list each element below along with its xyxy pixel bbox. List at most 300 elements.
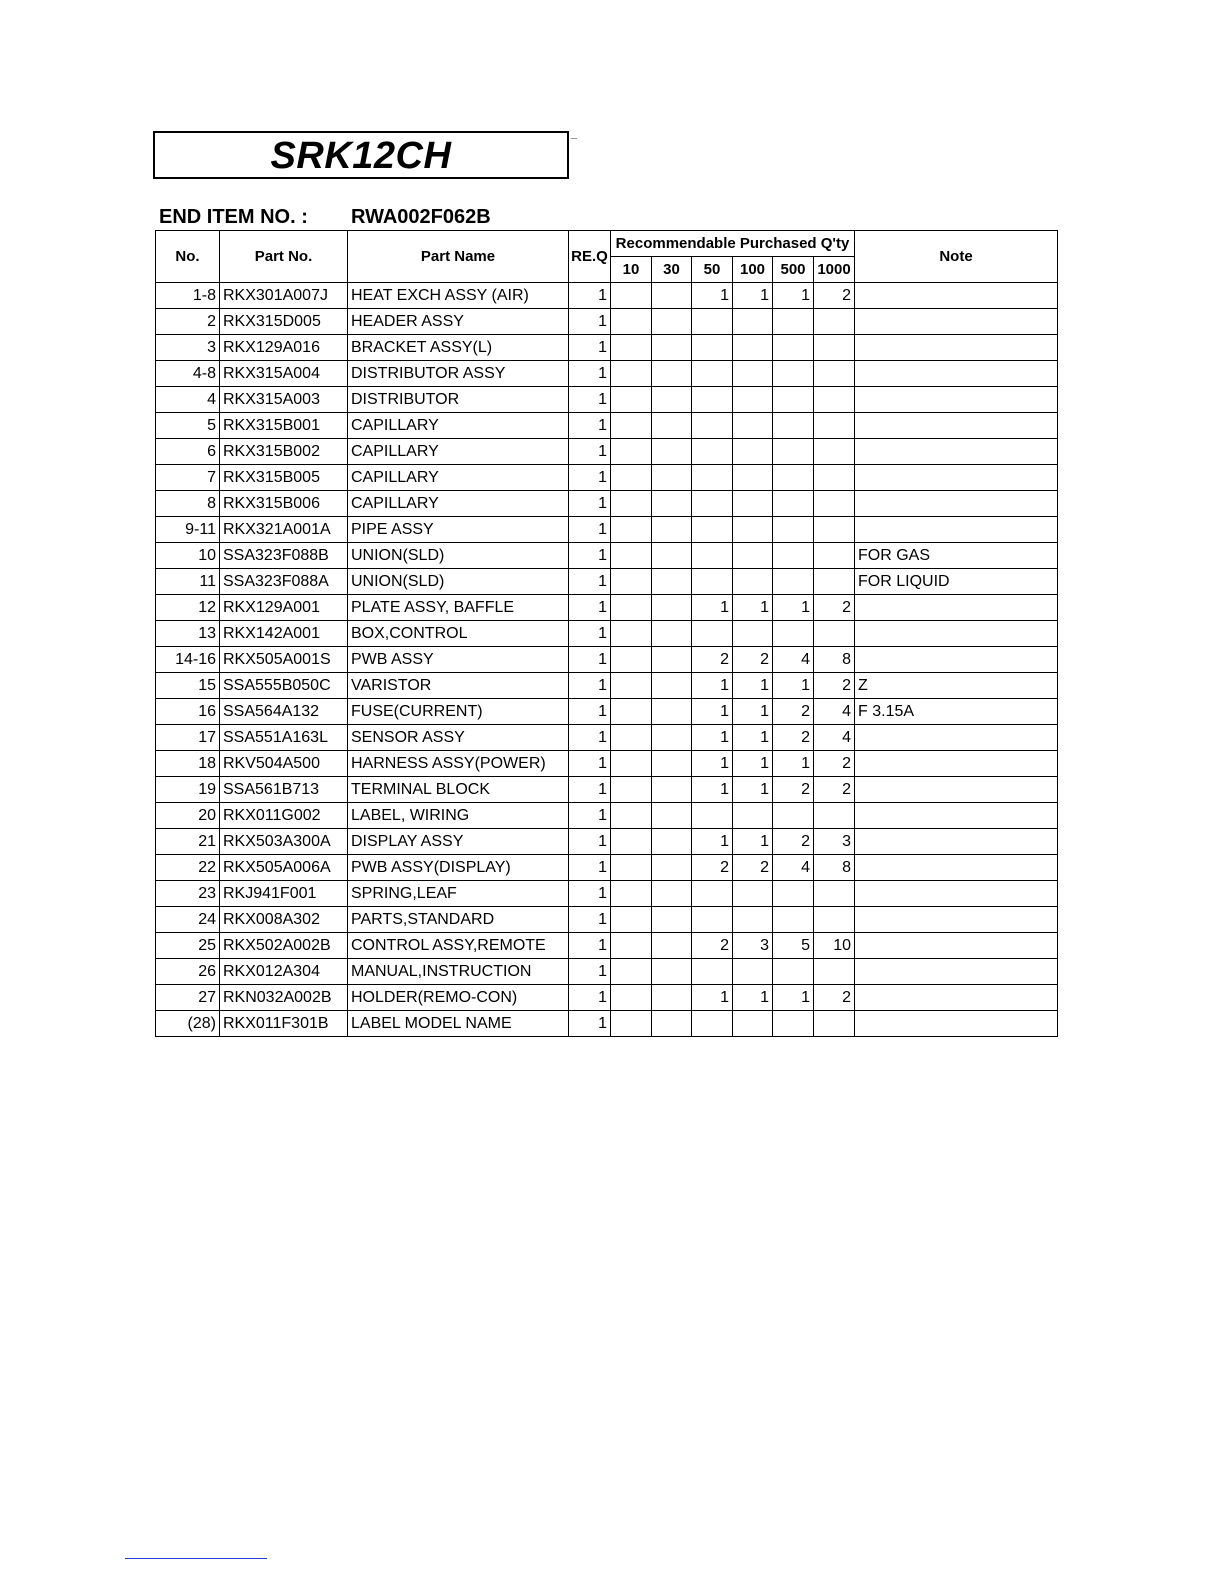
header-qty-500: 500 xyxy=(773,257,814,283)
cell-qty-500 xyxy=(773,387,814,413)
cell-qty-100: 3 xyxy=(733,933,773,959)
table-row xyxy=(156,387,1058,413)
model-title-box xyxy=(153,131,569,179)
cell-qty-1000 xyxy=(814,413,855,439)
cell-qty-10 xyxy=(611,751,652,777)
cell-part-name: CAPILLARY xyxy=(348,491,569,517)
cell-req: 1 xyxy=(569,907,611,933)
cell-qty-100: 1 xyxy=(733,673,773,699)
cell-req: 1 xyxy=(569,959,611,985)
cell-qty-50: 2 xyxy=(692,855,733,881)
cell-part-name: PARTS,STANDARD xyxy=(348,907,569,933)
cell-qty-30 xyxy=(652,855,692,881)
cell-qty-50: 1 xyxy=(692,725,733,751)
cell-qty-30 xyxy=(652,907,692,933)
cell-no: 4 xyxy=(156,387,220,413)
cell-qty-500 xyxy=(773,543,814,569)
cell-qty-10 xyxy=(611,569,652,595)
cell-note xyxy=(855,413,1058,439)
cell-qty-30 xyxy=(652,309,692,335)
cell-part-no: RKX315D005 xyxy=(220,309,348,335)
cell-qty-30 xyxy=(652,1011,692,1037)
cell-qty-500: 2 xyxy=(773,829,814,855)
cell-qty-500: 1 xyxy=(773,985,814,1011)
cell-qty-10 xyxy=(611,985,652,1011)
cell-qty-30 xyxy=(652,283,692,309)
cell-qty-10 xyxy=(611,595,652,621)
cell-qty-100 xyxy=(733,543,773,569)
cell-req: 1 xyxy=(569,491,611,517)
cell-qty-1000 xyxy=(814,907,855,933)
cell-qty-100 xyxy=(733,517,773,543)
cell-qty-500 xyxy=(773,569,814,595)
header-recommendable-qty: Recommendable Purchased Q'ty xyxy=(611,231,855,257)
cell-req: 1 xyxy=(569,829,611,855)
cell-part-name: PIPE ASSY xyxy=(348,517,569,543)
footer-rule xyxy=(125,1558,267,1559)
cell-qty-50 xyxy=(692,907,733,933)
cell-qty-50: 1 xyxy=(692,777,733,803)
cell-qty-50 xyxy=(692,335,733,361)
cell-part-no: SSA551A163L xyxy=(220,725,348,751)
cell-qty-500: 2 xyxy=(773,725,814,751)
cell-qty-100: 2 xyxy=(733,855,773,881)
parts-table-body xyxy=(156,283,1058,1037)
cell-qty-1000 xyxy=(814,803,855,829)
table-row xyxy=(156,855,1058,881)
cell-qty-10 xyxy=(611,491,652,517)
cell-qty-1000 xyxy=(814,881,855,907)
cell-qty-10 xyxy=(611,361,652,387)
cell-part-no: RKX315B002 xyxy=(220,439,348,465)
cell-qty-50: 1 xyxy=(692,699,733,725)
cell-qty-50 xyxy=(692,309,733,335)
cell-note xyxy=(855,387,1058,413)
cell-part-name: SENSOR ASSY xyxy=(348,725,569,751)
table-row xyxy=(156,647,1058,673)
cell-part-name: DISPLAY ASSY xyxy=(348,829,569,855)
cell-part-no: SSA561B713 xyxy=(220,777,348,803)
cell-no: 20 xyxy=(156,803,220,829)
cell-qty-10 xyxy=(611,803,652,829)
table-row xyxy=(156,361,1058,387)
cell-qty-500 xyxy=(773,413,814,439)
cell-req: 1 xyxy=(569,673,611,699)
cell-qty-1000: 4 xyxy=(814,725,855,751)
cell-note: FOR LIQUID xyxy=(855,569,1058,595)
table-row xyxy=(156,439,1058,465)
cell-part-name: TERMINAL BLOCK xyxy=(348,777,569,803)
cell-qty-100: 1 xyxy=(733,595,773,621)
cell-part-no: SSA323F088B xyxy=(220,543,348,569)
table-row xyxy=(156,829,1058,855)
cell-req: 1 xyxy=(569,647,611,673)
cell-no: 2 xyxy=(156,309,220,335)
cell-qty-500 xyxy=(773,959,814,985)
cell-qty-1000 xyxy=(814,439,855,465)
cell-qty-500 xyxy=(773,621,814,647)
table-row xyxy=(156,413,1058,439)
cell-note xyxy=(855,751,1058,777)
cell-qty-1000 xyxy=(814,309,855,335)
cell-qty-10 xyxy=(611,855,652,881)
cell-part-no: RKX505A001S xyxy=(220,647,348,673)
cell-qty-10 xyxy=(611,907,652,933)
cell-no: 3 xyxy=(156,335,220,361)
cell-part-name: SPRING,LEAF xyxy=(348,881,569,907)
cell-qty-30 xyxy=(652,725,692,751)
cell-req: 1 xyxy=(569,387,611,413)
cell-no: 26 xyxy=(156,959,220,985)
cell-part-no: SSA323F088A xyxy=(220,569,348,595)
cell-qty-1000: 8 xyxy=(814,647,855,673)
cell-note xyxy=(855,1011,1058,1037)
cell-req: 1 xyxy=(569,465,611,491)
cell-note xyxy=(855,933,1058,959)
cell-part-name: PLATE ASSY, BAFFLE xyxy=(348,595,569,621)
end-item-value: RWA002F062B xyxy=(351,206,491,228)
cell-qty-1000 xyxy=(814,621,855,647)
table-row xyxy=(156,543,1058,569)
cell-req: 1 xyxy=(569,309,611,335)
cell-part-no: RKX505A006A xyxy=(220,855,348,881)
cell-qty-10 xyxy=(611,673,652,699)
table-row xyxy=(156,465,1058,491)
cell-qty-100 xyxy=(733,803,773,829)
cell-note: Z xyxy=(855,673,1058,699)
cell-qty-30 xyxy=(652,829,692,855)
header-qty-1000: 1000 xyxy=(814,257,855,283)
cell-part-name: PWB ASSY xyxy=(348,647,569,673)
cell-note xyxy=(855,517,1058,543)
cell-qty-500 xyxy=(773,439,814,465)
cell-part-no: RKV504A500 xyxy=(220,751,348,777)
cell-part-no: RKX011G002 xyxy=(220,803,348,829)
cell-qty-10 xyxy=(611,881,652,907)
cell-qty-10 xyxy=(611,543,652,569)
cell-qty-100: 2 xyxy=(733,647,773,673)
table-row xyxy=(156,673,1058,699)
cell-qty-1000: 10 xyxy=(814,933,855,959)
cell-qty-500 xyxy=(773,907,814,933)
cell-qty-50: 1 xyxy=(692,595,733,621)
cell-qty-100 xyxy=(733,335,773,361)
cell-qty-50 xyxy=(692,1011,733,1037)
cell-qty-50: 2 xyxy=(692,933,733,959)
cell-part-name: CONTROL ASSY,REMOTE xyxy=(348,933,569,959)
table-row xyxy=(156,907,1058,933)
cell-part-no: RKX008A302 xyxy=(220,907,348,933)
cell-req: 1 xyxy=(569,985,611,1011)
cell-qty-30 xyxy=(652,699,692,725)
cell-note xyxy=(855,855,1058,881)
cell-qty-100: 1 xyxy=(733,751,773,777)
cell-note: FOR GAS xyxy=(855,543,1058,569)
cell-part-name: MANUAL,INSTRUCTION xyxy=(348,959,569,985)
cell-no: 5 xyxy=(156,413,220,439)
cell-qty-500 xyxy=(773,881,814,907)
cell-part-name: HARNESS ASSY(POWER) xyxy=(348,751,569,777)
cell-qty-10 xyxy=(611,777,652,803)
cell-qty-100: 1 xyxy=(733,283,773,309)
cell-part-name: FUSE(CURRENT) xyxy=(348,699,569,725)
cell-part-no: RKX503A300A xyxy=(220,829,348,855)
cell-no: 17 xyxy=(156,725,220,751)
cell-part-no: RKX012A304 xyxy=(220,959,348,985)
cell-no: (28) xyxy=(156,1011,220,1037)
cell-qty-10 xyxy=(611,647,652,673)
cell-qty-1000: 2 xyxy=(814,673,855,699)
cell-note xyxy=(855,621,1058,647)
cell-qty-100 xyxy=(733,569,773,595)
cell-qty-30 xyxy=(652,517,692,543)
cell-req: 1 xyxy=(569,855,611,881)
table-row xyxy=(156,803,1058,829)
cell-part-name: LABEL MODEL NAME xyxy=(348,1011,569,1037)
cell-no: 7 xyxy=(156,465,220,491)
cell-qty-30 xyxy=(652,803,692,829)
cell-qty-50 xyxy=(692,803,733,829)
cell-note xyxy=(855,491,1058,517)
cell-no: 4-8 xyxy=(156,361,220,387)
cell-part-name: BOX,CONTROL xyxy=(348,621,569,647)
cell-qty-50 xyxy=(692,959,733,985)
cell-req: 1 xyxy=(569,595,611,621)
cell-part-name: VARISTOR xyxy=(348,673,569,699)
cell-qty-100 xyxy=(733,907,773,933)
cell-qty-50 xyxy=(692,439,733,465)
cell-qty-30 xyxy=(652,933,692,959)
cell-qty-10 xyxy=(611,933,652,959)
cell-req: 1 xyxy=(569,881,611,907)
cell-qty-10 xyxy=(611,465,652,491)
table-row xyxy=(156,621,1058,647)
cell-req: 1 xyxy=(569,725,611,751)
cell-req: 1 xyxy=(569,777,611,803)
cell-qty-500: 1 xyxy=(773,673,814,699)
table-row xyxy=(156,517,1058,543)
cell-part-no: RKX321A001A xyxy=(220,517,348,543)
cell-no: 1-8 xyxy=(156,283,220,309)
cell-qty-10 xyxy=(611,413,652,439)
cell-qty-50: 1 xyxy=(692,673,733,699)
cell-qty-500: 1 xyxy=(773,751,814,777)
cell-qty-500: 4 xyxy=(773,855,814,881)
cell-qty-500: 5 xyxy=(773,933,814,959)
cell-note xyxy=(855,309,1058,335)
cell-qty-30 xyxy=(652,881,692,907)
cell-qty-10 xyxy=(611,387,652,413)
cell-req: 1 xyxy=(569,517,611,543)
cell-qty-100 xyxy=(733,1011,773,1037)
header-qty-10: 10 xyxy=(611,257,652,283)
cell-qty-100 xyxy=(733,621,773,647)
model-title: SRK12CH xyxy=(270,135,452,177)
cell-qty-50: 1 xyxy=(692,985,733,1011)
cell-qty-50: 1 xyxy=(692,751,733,777)
cell-no: 27 xyxy=(156,985,220,1011)
cell-req: 1 xyxy=(569,1011,611,1037)
header-no: No. xyxy=(156,231,220,283)
cell-no: 6 xyxy=(156,439,220,465)
cell-qty-10 xyxy=(611,1011,652,1037)
cell-req: 1 xyxy=(569,543,611,569)
cell-qty-500 xyxy=(773,1011,814,1037)
end-item-line xyxy=(159,206,491,229)
header-note: Note xyxy=(855,231,1058,283)
cell-qty-500 xyxy=(773,361,814,387)
margin-mark xyxy=(571,138,577,139)
cell-note xyxy=(855,439,1058,465)
cell-qty-30 xyxy=(652,595,692,621)
cell-qty-50 xyxy=(692,881,733,907)
cell-part-no: RKX502A002B xyxy=(220,933,348,959)
cell-no: 9-11 xyxy=(156,517,220,543)
cell-qty-50: 2 xyxy=(692,647,733,673)
cell-qty-1000 xyxy=(814,1011,855,1037)
cell-no: 19 xyxy=(156,777,220,803)
cell-qty-30 xyxy=(652,959,692,985)
cell-req: 1 xyxy=(569,751,611,777)
cell-part-no: RKX315B001 xyxy=(220,413,348,439)
cell-qty-1000 xyxy=(814,569,855,595)
cell-qty-100: 1 xyxy=(733,829,773,855)
cell-no: 24 xyxy=(156,907,220,933)
cell-qty-50: 1 xyxy=(692,283,733,309)
cell-qty-100: 1 xyxy=(733,777,773,803)
cell-part-name: HOLDER(REMO-CON) xyxy=(348,985,569,1011)
cell-qty-100 xyxy=(733,309,773,335)
cell-qty-50 xyxy=(692,465,733,491)
cell-qty-500 xyxy=(773,309,814,335)
cell-no: 13 xyxy=(156,621,220,647)
cell-note xyxy=(855,647,1058,673)
cell-part-no: RKX129A001 xyxy=(220,595,348,621)
cell-qty-100 xyxy=(733,387,773,413)
cell-qty-1000 xyxy=(814,959,855,985)
cell-req: 1 xyxy=(569,699,611,725)
cell-qty-100 xyxy=(733,439,773,465)
cell-note xyxy=(855,959,1058,985)
cell-qty-100 xyxy=(733,959,773,985)
cell-qty-50 xyxy=(692,491,733,517)
cell-qty-100: 1 xyxy=(733,699,773,725)
cell-qty-10 xyxy=(611,335,652,361)
cell-qty-30 xyxy=(652,335,692,361)
cell-qty-500 xyxy=(773,803,814,829)
table-row xyxy=(156,491,1058,517)
cell-qty-30 xyxy=(652,569,692,595)
cell-no: 10 xyxy=(156,543,220,569)
cell-qty-10 xyxy=(611,283,652,309)
cell-qty-1000 xyxy=(814,491,855,517)
cell-qty-500: 2 xyxy=(773,777,814,803)
cell-part-name: PWB ASSY(DISPLAY) xyxy=(348,855,569,881)
cell-qty-1000 xyxy=(814,387,855,413)
cell-no: 11 xyxy=(156,569,220,595)
cell-qty-500 xyxy=(773,517,814,543)
cell-qty-100: 1 xyxy=(733,725,773,751)
end-item-label: END ITEM NO. : xyxy=(159,206,308,228)
cell-part-name: LABEL, WIRING xyxy=(348,803,569,829)
cell-qty-1000: 2 xyxy=(814,595,855,621)
cell-part-no: RKX301A007J xyxy=(220,283,348,309)
cell-part-name: CAPILLARY xyxy=(348,465,569,491)
cell-qty-1000 xyxy=(814,517,855,543)
cell-part-name: DISTRIBUTOR xyxy=(348,387,569,413)
cell-qty-50 xyxy=(692,569,733,595)
cell-qty-50 xyxy=(692,361,733,387)
cell-qty-50 xyxy=(692,517,733,543)
table-row xyxy=(156,881,1058,907)
cell-note xyxy=(855,595,1058,621)
header-req: RE.Q xyxy=(569,231,611,283)
cell-req: 1 xyxy=(569,803,611,829)
cell-qty-50 xyxy=(692,621,733,647)
table-row xyxy=(156,699,1058,725)
cell-qty-10 xyxy=(611,621,652,647)
cell-part-name: CAPILLARY xyxy=(348,439,569,465)
cell-qty-500: 4 xyxy=(773,647,814,673)
parts-table xyxy=(155,230,1058,1037)
cell-req: 1 xyxy=(569,361,611,387)
cell-qty-100 xyxy=(733,361,773,387)
cell-no: 15 xyxy=(156,673,220,699)
table-row xyxy=(156,595,1058,621)
cell-part-no: RKN032A002B xyxy=(220,985,348,1011)
cell-qty-500 xyxy=(773,335,814,361)
cell-req: 1 xyxy=(569,621,611,647)
header-qty-30: 30 xyxy=(652,257,692,283)
cell-qty-100 xyxy=(733,881,773,907)
cell-qty-1000 xyxy=(814,465,855,491)
cell-qty-1000: 2 xyxy=(814,777,855,803)
cell-qty-1000: 3 xyxy=(814,829,855,855)
cell-part-name: UNION(SLD) xyxy=(348,569,569,595)
cell-note xyxy=(855,335,1058,361)
cell-no: 14-16 xyxy=(156,647,220,673)
cell-qty-1000 xyxy=(814,335,855,361)
cell-qty-50 xyxy=(692,387,733,413)
cell-qty-1000: 2 xyxy=(814,751,855,777)
cell-no: 22 xyxy=(156,855,220,881)
table-row xyxy=(156,1011,1058,1037)
cell-note: F 3.15A xyxy=(855,699,1058,725)
cell-qty-30 xyxy=(652,751,692,777)
table-row xyxy=(156,335,1058,361)
header-part-name: Part Name xyxy=(348,231,569,283)
table-row xyxy=(156,751,1058,777)
cell-req: 1 xyxy=(569,283,611,309)
cell-part-name: UNION(SLD) xyxy=(348,543,569,569)
cell-req: 1 xyxy=(569,933,611,959)
table-row xyxy=(156,959,1058,985)
cell-qty-500 xyxy=(773,491,814,517)
cell-qty-30 xyxy=(652,387,692,413)
cell-qty-10 xyxy=(611,517,652,543)
cell-qty-500: 1 xyxy=(773,595,814,621)
cell-qty-100 xyxy=(733,491,773,517)
cell-part-name: HEADER ASSY xyxy=(348,309,569,335)
cell-qty-30 xyxy=(652,439,692,465)
cell-note xyxy=(855,283,1058,309)
cell-qty-30 xyxy=(652,413,692,439)
cell-note xyxy=(855,361,1058,387)
cell-part-no: RKX142A001 xyxy=(220,621,348,647)
cell-note xyxy=(855,881,1058,907)
cell-qty-500: 1 xyxy=(773,283,814,309)
table-row xyxy=(156,933,1058,959)
